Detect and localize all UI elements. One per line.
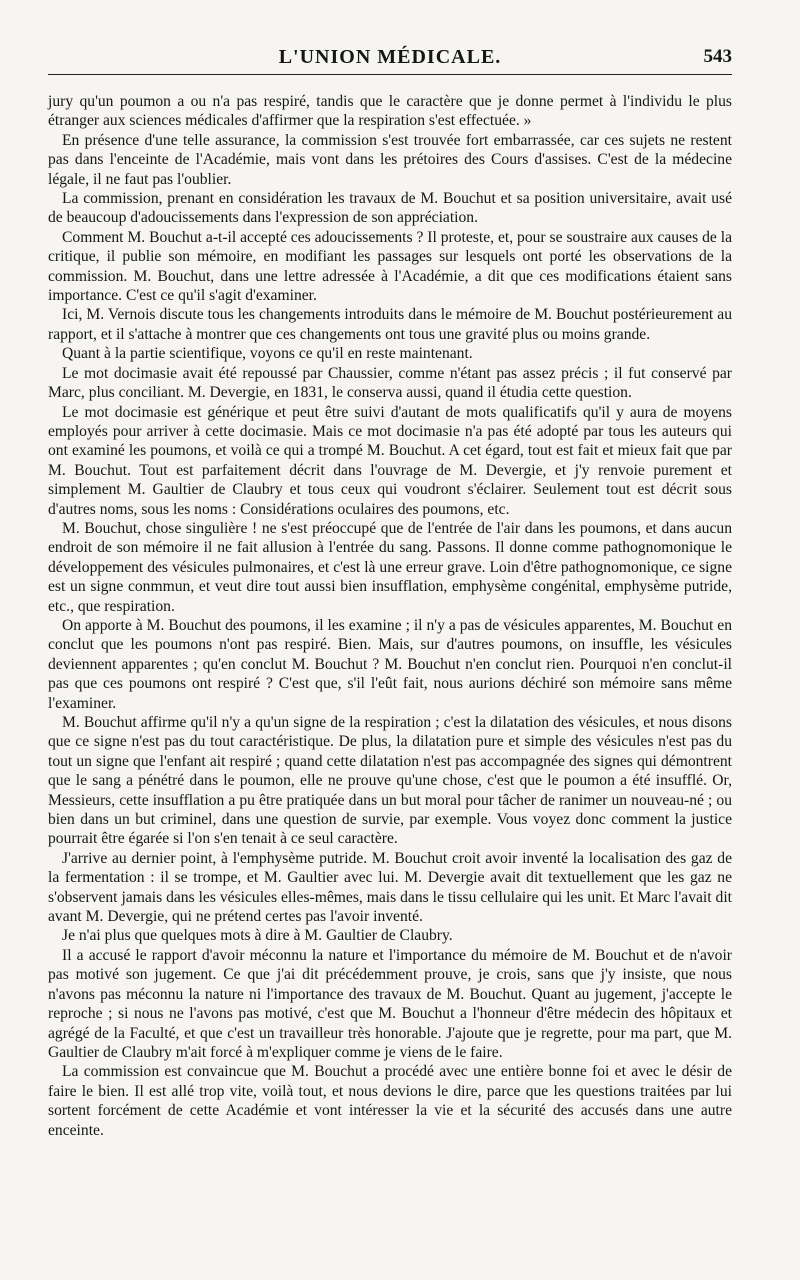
running-title: L'UNION MÉDICALE. xyxy=(278,46,502,68)
paragraph: On apporte à M. Bouchut des poumons, il les examine ; il n'y a pas de vésicules apparentes, M. Bouchut en conclut que les poumons n'ont pas respiré. Bien. Mais, sur d'autres poumons, on insuffle, les vésicules deviennent apparentes ; qu'en conclut M. Bouchut ? M. Bouchut n'en conclut rien. Pourquoi n'en conclut-il pas que ces poumons ont respiré ? C'est que, s'il l'eût fait, nous aurions déchiré son mémoire sans même l'examiner. xyxy=(48,616,732,712)
paragraph: M. Bouchut affirme qu'il n'y a qu'un signe de la respiration ; c'est la dilatation des vésicules, et nous disons que ce signe n'est pas du tout caractéristique. De plus, la dilatation pure et simple des vésicules n'est pas du tout un signe que l'enfant ait respiré ; quand cette dilatation n'est pas accompagnée des signes qui démontrent que le sang a pénétré dans le poumon, elle ne prouve qu'une chose, c'est que le poumon a été insufflé. Or, Messieurs, cette insufflation a pu être pratiquée dans un but moral pour tâcher de ranimer un nouveau-né ; ou bien dans un but criminel, dans une question de survie, par exemple. Vous voyez donc comment la justice pourrait être égarée si l'on s'en tenait à ce seul caractère. xyxy=(48,714,732,848)
paragraph: Il a accusé le rapport d'avoir méconnu la nature et l'importance du mémoire de M. Bouchut et de n'avoir pas motivé son jugement. Ce que j'ai dit précédemment prouve, je crois, sans que j'y insiste, que nous n'avons pas méconnu la nature ni l'importance des travaux de M. Bouchut. Quant au jugement, j'accepte le reproche ; si nous ne l'avons pas motivé, c'est que M. Bouchut a l'honneur d'être médecin des hôpitaux et agrégé de la Faculté, et que c'est un travailleur très honorable. J'ajoute que je regrette, pour ma part, que M. Gaultier de Claubry m'ait forcé à m'expliquer comme je viens de le faire. xyxy=(48,946,732,1061)
page-number: 543 xyxy=(703,46,732,67)
paragraph: Le mot docimasie avait été repoussé par Chaussier, comme n'étant pas assez précis ; il fut conservé par Marc, plus conciliant. M. Devergie, en 1831, le conserva aussi, quand il étudia cette question. xyxy=(48,364,732,402)
paragraph: La commission est convaincue que M. Bouchut a procédé avec une entière bonne foi et avec le désir de faire le bien. Il est allé trop vite, voilà tout, et nous devions le dire, parce que les questions traitées par lui sortent forcément de cette Académie et vont intéresser la vie et la sécurité des accusés dans une autre enceinte. xyxy=(48,1063,732,1139)
paragraph: Je n'ai plus que quelques mots à dire à M. Gaultier de Claubry. xyxy=(62,927,453,945)
paragraph: jury qu'un poumon a ou n'a pas respiré, tandis que le caractère que je donne permet à l'individu le plus étranger aux sciences médicales d'affirmer que la respiration s'est effectuée. » xyxy=(48,93,732,130)
paragraph: La commission, prenant en considération les travaux de M. Bouchut et sa position universitaire, avait usé de beaucoup d'adoucissements dans l'expression de son appréciation. xyxy=(48,190,732,227)
paragraph: Comment M. Bouchut a-t-il accepté ces adoucissements ? Il proteste, et, pour se soustraire aux causes de la critique, il publie son mémoire, en modifiant les passages sur lesquels ont porté les observations de la commission. M. Bouchut, dans une lettre adressée à l'Académie, a dit que ces modifications étaient sans importance. C'est ce qu'il s'agit d'examiner. xyxy=(48,228,732,305)
page-header xyxy=(48,44,732,75)
paragraph: En présence d'une telle assurance, la commission s'est trouvée fort embarrassée, car ces sujets ne restent pas dans l'enceinte de l'Académie, mais vont dans les prétoires des Cours d'assises. C'est de la médecine légale, il ne faut pas l'oublier. xyxy=(48,131,732,188)
paragraph: J'arrive au dernier point, à l'emphysème putride. M. Bouchut croit avoir inventé la localisation des gaz de la fermentation : il se trompe, et M. Gaultier avec lui. M. Devergie avait dit textuellement que les gaz ne s'observent jamais dans les vésicules elles-mêmes, mais dans le tissu cellulaire qui les unit. Et Marc l'avait dit avant M. Devergie, qui ne prétend certes pas l'avoir inventé. xyxy=(48,849,732,926)
paragraph: Quant à la partie scientifique, voyons ce qu'il en reste maintenant. xyxy=(62,345,473,363)
paragraph: Ici, M. Vernois discute tous les changements introduits dans le mémoire de M. Bouchut postérieurement au rapport, et il s'attache à montrer que ces changements ont tous une gravité plus ou moins grande. xyxy=(48,306,732,343)
paragraph: Le mot docimasie est générique et peut être suivi d'autant de mots qualificatifs qu'il y aura de moyens employés pour arriver à cette docimasie. Mais ce mot docimasie n'a pas été adopté par tous les auteurs qui ont examiné les poumons, et voilà ce qui a trompé M. Bouchut. A cet égard, tout est fait et mieux fait que par M. Bouchut. Tout est parfaitement décrit dans l'ouvrage de M. Devergie, et j'y renvoie purement et simplement M. Gaultier de Claubry et tous ceux qui voudront s'éclairer. Seulement tout est décrit sous d'autres noms, sous les noms : Considérations oculaires des poumons, etc. xyxy=(48,403,732,518)
article-body xyxy=(48,92,732,1140)
paragraph: M. Bouchut, chose singulière ! ne s'est préoccupé que de l'entrée de l'air dans les poumons, et dans aucun endroit de son mémoire il ne fait allusion à l'entrée du sang. Passons. Il donne comme pathognomonique le développement des vésicules pulmonaires, et c'est là une erreur grave. Loin d'être pathognomonique, ce signe est un signe conmmun, et veut dire tout aussi bien insufflation, emphysème congénital, emphysème putride, etc., que respiration. xyxy=(48,519,732,615)
